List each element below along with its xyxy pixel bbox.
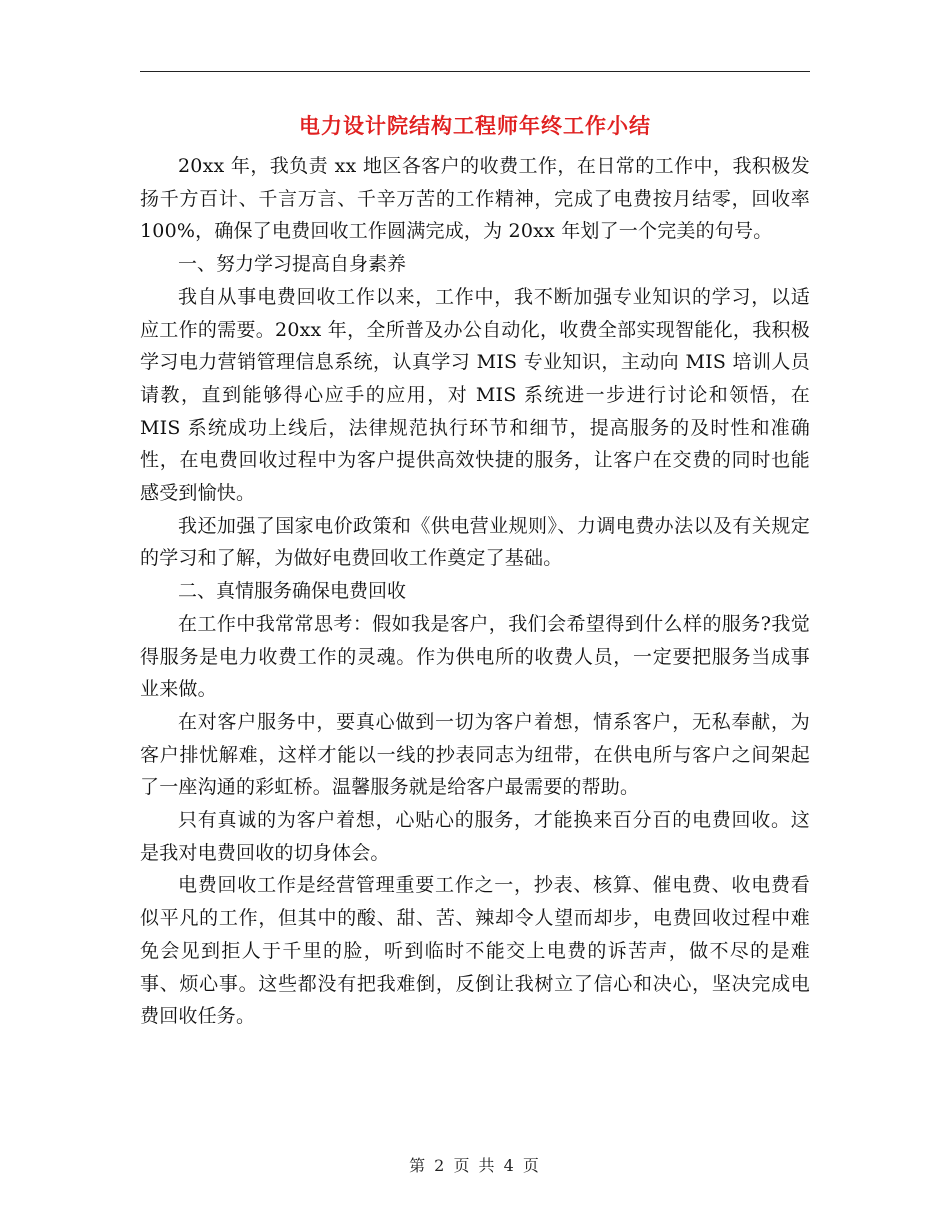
document-title: 电力设计院结构工程师年终工作小结 [299,113,651,138]
header-rule [140,71,810,72]
section-heading-2: 二、真情服务确保电费回收 [178,580,407,603]
paragraph-collection: 电费回收工作是经营管理重要工作之一，抄表、核算、催电费、收电费看似平凡的工作，但其中的酸、甜、苦、辣却令人望而却步，电费回收过程中难免会见到拒人于千里的脸，听到临时不能交上电费的诉苦声，做不尽的是难事、烦心事。这些都没有把我难倒，反倒让我树立了信心和决心，坚决完成电费回收任务。 [140,874,810,1028]
paragraph-sincerity: 只有真诚的为客户着想，心贴心的服务，才能换来百分百的电费回收。这是我对电费回收的切身体会。 [140,809,810,864]
paragraph-intro: 20xx 年，我负责 xx 地区各客户的收费工作，在日常的工作中，我积极发扬千方百计、千言万言、千辛万苦的工作精神，完成了电费按月结零，回收率 100%，确保了电费回收工作圆满完成，为 20xx 年划了一个完美的句号。 [140,155,810,243]
paragraph-study: 我自从事电费回收工作以来，工作中，我不断加强专业知识的学习，以适应工作的需要。20xx 年，全所普及办公自动化，收费全部实现智能化，我积极学习电力营销管理信息系统，认真学习 MIS 专业知识，主动向 MIS 培训人员请教，直到能够得心应手的应用，对 MIS 系统进一步进行讨论和领悟，在 MIS 系统成功上线后，法律规范执行环节和细节，提高服务的及时性和准确性，在电费回收过程中为客户提供高效快捷的服务，让客户在交费的同时也能感受到愉快。 [140,285,810,505]
section-heading-1: 一、努力学习提高自身素养 [178,253,407,276]
paragraph-thinking: 在工作中我常常思考：假如我是客户，我们会希望得到什么样的服务?我觉得服务是电力收费工作的灵魂。作为供电所的收费人员，一定要把服务当成事业来做。 [140,612,810,701]
paragraph-service: 在对客户服务中，要真心做到一切为客户着想，情系客户，无私奉献，为客户排忧解难，这样才能以一线的抄表同志为纽带，在供电所与客户之间架起了一座沟通的彩虹桥。温馨服务就是给客户最需要的帮助。 [140,710,810,799]
paragraph-policy: 我还加强了国家电价政策和《供电营业规则》、力调电费办法以及有关规定的学习和了解，为做好电费回收工作奠定了基础。 [140,514,810,570]
document-body [140,150,810,1033]
page-number: 第 2 页 共 4 页 [409,1156,541,1175]
